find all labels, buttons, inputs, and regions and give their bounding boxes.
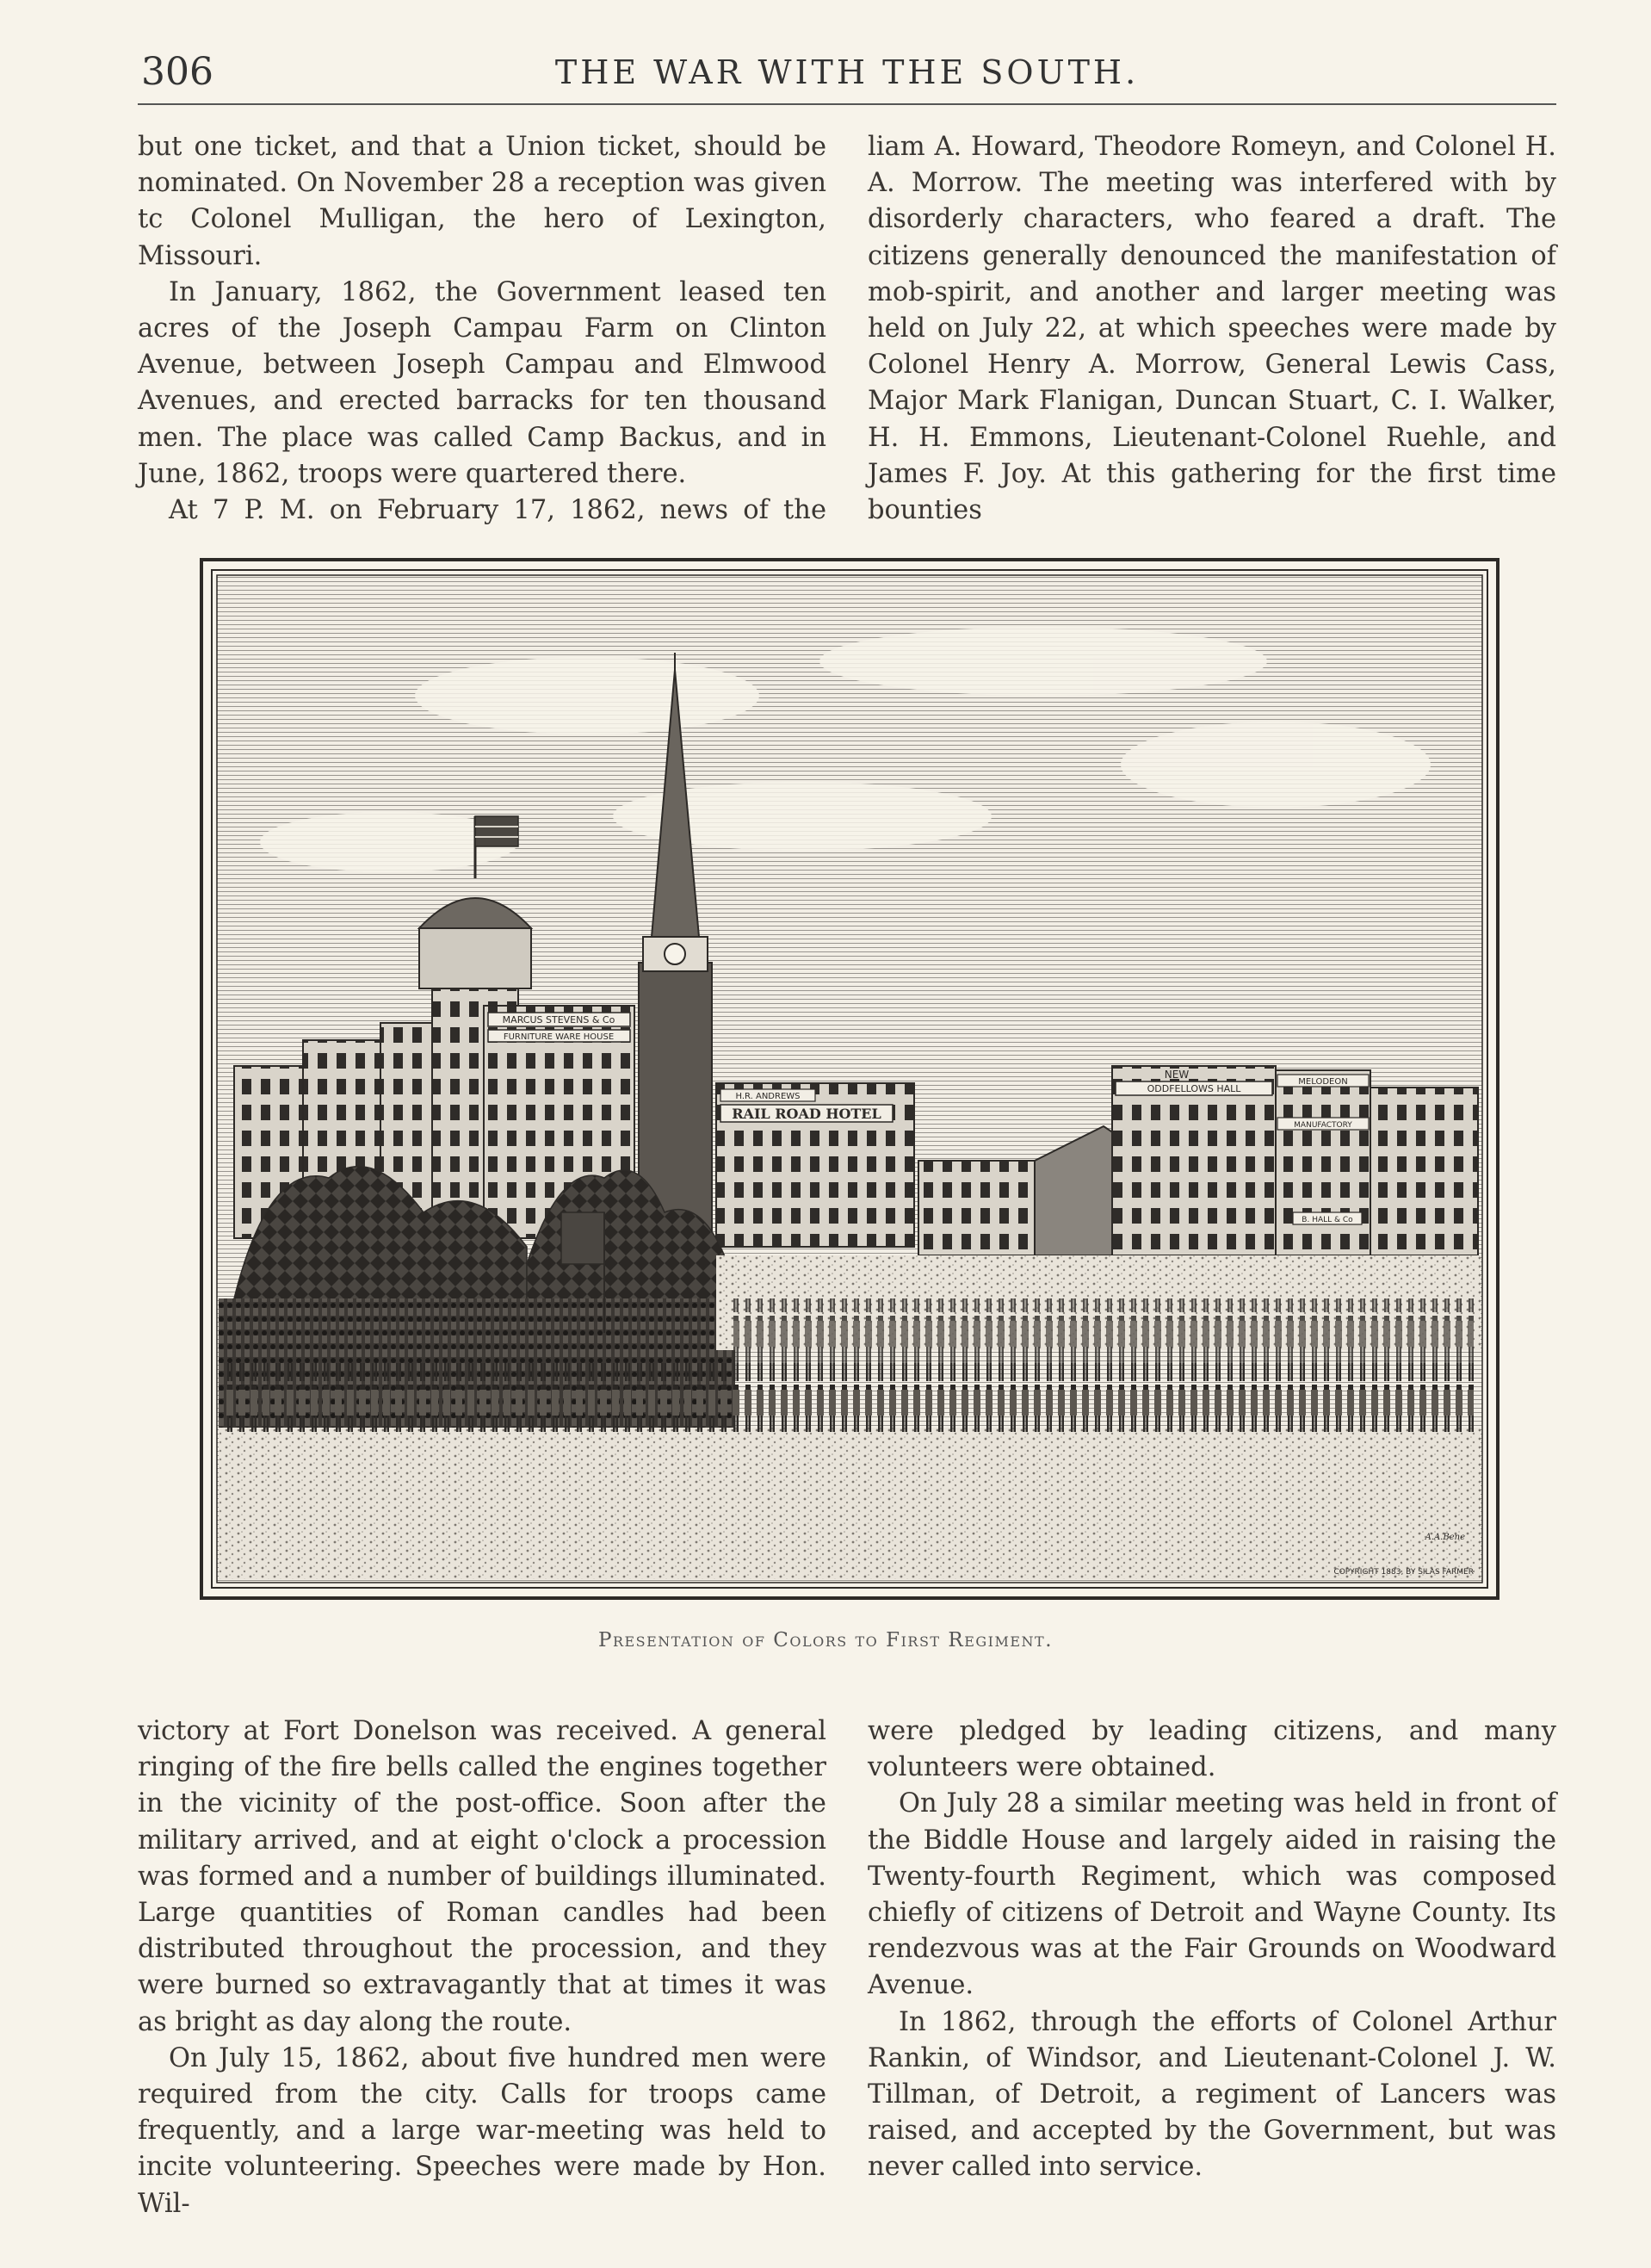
copyright-notice: COPYRIGHT 1883, BY SILAS FARMER bbox=[1333, 1568, 1474, 1577]
paragraph: In 1862, through the efforts of Colonel Arthur Rankin, of Windsor, and Lieutenant-Colonel J. W. Tillman, of Detroit, a regiment of Lancers was raised, and accepted by the Government, but was never called into service. bbox=[868, 2006, 1556, 2183]
paragraph: On July 28 a similar meeting was held in front of the Biddle House and largely aided in raising the Twenty-fourth Regiment, which was composed chiefly of citizens of Detroit and Wayne County. Its rendezvous was at the Fair Grounds on Woodward Avenue. bbox=[868, 1788, 1556, 2001]
sign-new: NEW bbox=[1164, 1069, 1190, 1081]
page-header bbox=[138, 45, 1556, 105]
paragraph: At 7 P. M. on February 17, 1862, news of the bbox=[169, 495, 826, 526]
paragraph: On July 15, 1862, about five hundred men were required from the city. Calls for troops came frequently, and a large war-meeting was held to incite volunteering. Speeches were made by Hon. Wil- bbox=[138, 2042, 826, 2219]
text-column-bottom-right bbox=[868, 1713, 1556, 2186]
paragraph: were pledged by leading citizens, and many volunteers were obtained. bbox=[868, 1716, 1556, 1783]
text-column-bottom-left bbox=[138, 1713, 826, 2222]
text-column-top-left bbox=[138, 129, 826, 529]
sign-oddfellows: ODDFELLOWS HALL bbox=[1147, 1083, 1241, 1094]
sign-railroad: RAIL ROAD HOTEL bbox=[732, 1106, 881, 1122]
figure-caption: Presentation of Colors to First Regiment. bbox=[597, 1629, 1054, 1651]
running-head: THE WAR WITH THE SOUTH. bbox=[554, 53, 1140, 91]
paragraph: liam A. Howard, Theodore Romeyn, and Colonel H. A. Morrow. The meeting was interfered with by disorderly characters, who feared a draft. The citizens generally denounced the manifestation of mob-spirit, and another and larger meeting was held on July 22, at which speeches were made by Colonel Henry A. Morrow, General Lewis Cass, Major Mark Flanigan, Duncan Stuart, C. I. Walker, H. H. Emmons, Lieutenant-Colonel Ruehle, and James F. Joy. At this gathering for the first time bounties bbox=[868, 132, 1556, 526]
sign-marcus: MARCUS STEVENS & Co bbox=[502, 1014, 615, 1026]
paragraph: In January, 1862, the Government leased ten acres of the Joseph Campau Farm on Clinton Avenue, between Joseph Campau and Elmwood Avenues, and erected barracks for ten thousand men. The place was called Camp Backus, and in June, 1862, troops were quartered there. bbox=[138, 276, 826, 489]
sign-furniture: FURNITURE WARE HOUSE bbox=[503, 1032, 615, 1042]
engraver-signature: A.A.Bene bbox=[1425, 1533, 1465, 1542]
sign-andrews: H.R. ANDREWS bbox=[735, 1092, 801, 1101]
paragraph: victory at Fort Donelson was received. A general ringing of the fire bells called the engines together in the vicinity of the post-office. Soon after the military arrived, and at eight o'clock a procession was formed and a number of buildings illuminated. Large quantities of Roman candles had been distributed throughout the procession, and they were burned so extravagantly that at times it was as bright as day along the route. bbox=[138, 1716, 826, 2037]
engraving-illustration bbox=[200, 558, 1500, 1600]
page-number: 306 bbox=[141, 50, 213, 94]
text-column-top-right bbox=[868, 129, 1556, 529]
sign-manufactory: MANUFACTORY bbox=[1294, 1121, 1352, 1130]
header-rule bbox=[138, 103, 1556, 105]
sign-hall: B. HALL & Co bbox=[1302, 1216, 1353, 1224]
sign-melodeon: MELODEON bbox=[1298, 1077, 1348, 1087]
paragraph: but one ticket, and that a Union ticket, should be nominated. On November 28 a reception was given tc Colonel Mulligan, the hero of Lexington, Missouri. bbox=[138, 132, 826, 271]
